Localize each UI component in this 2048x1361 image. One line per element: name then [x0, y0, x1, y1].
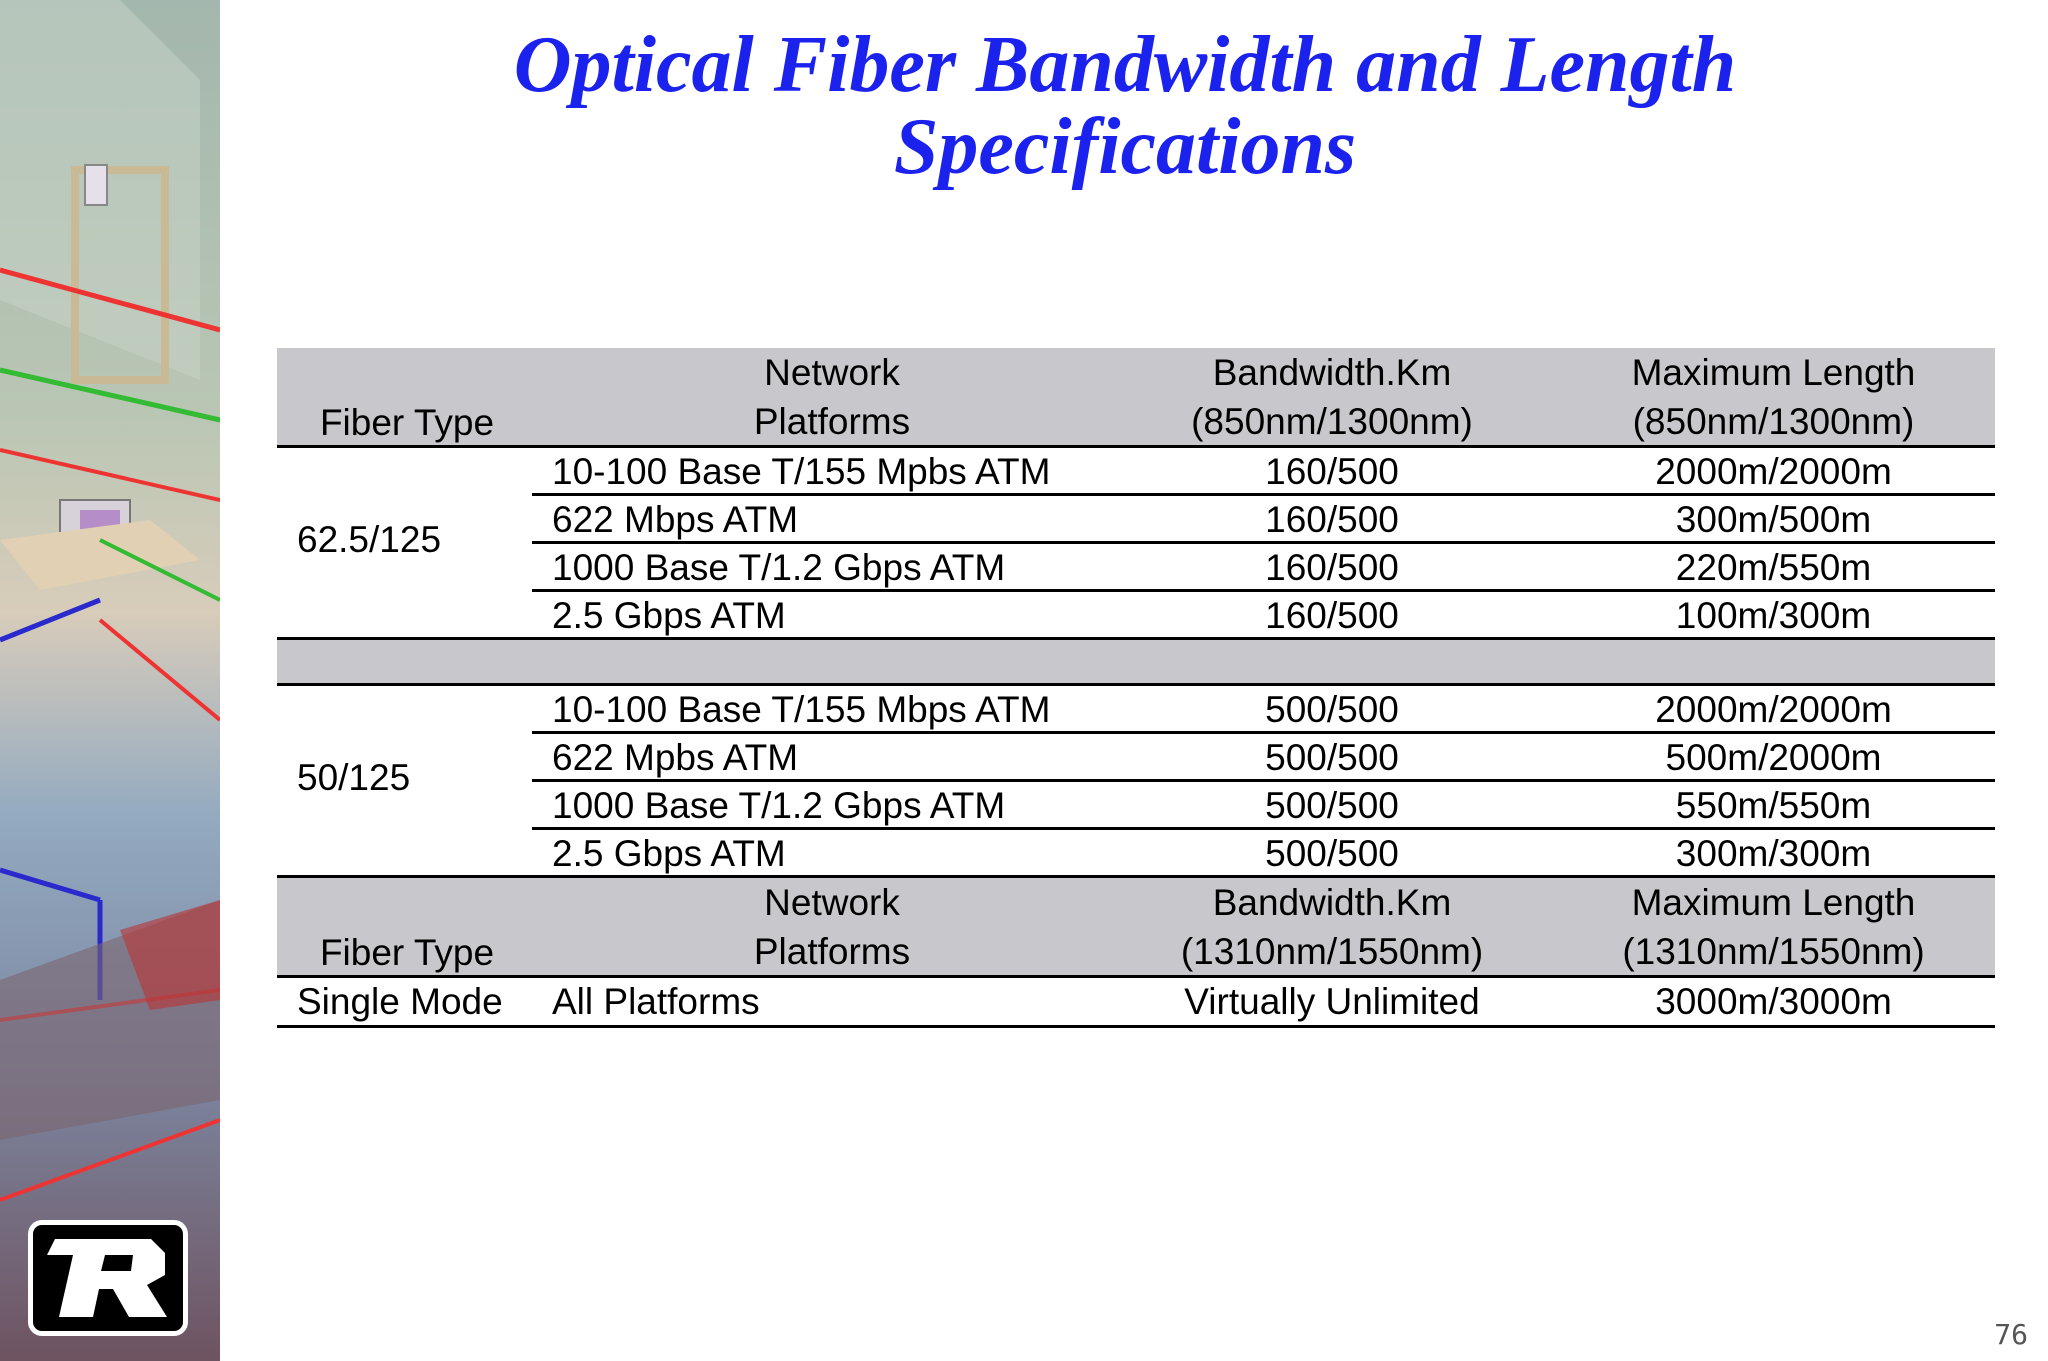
max-length-cell: 3000m/3000m	[1655, 981, 1892, 1022]
platform-cell: 2.5 Gbps ATM	[552, 833, 786, 874]
header-bandwidth	[1112, 348, 1552, 448]
max-length-cell: 300m/500m	[1675, 499, 1872, 540]
platform-cell: 1000 Base T/1.2 Gbps ATM	[552, 547, 1006, 588]
header-network-platforms	[552, 878, 1112, 978]
bandwidth-cell: 160/500	[1265, 547, 1399, 588]
fiber-group-50	[277, 686, 1995, 878]
platform-cell: 10-100 Base T/155 Mpbs ATM	[552, 451, 1051, 492]
table-row	[277, 830, 1995, 878]
platform-cell: 622 Mpbs ATM	[552, 737, 799, 778]
bandwidth-cell: 500/500	[1265, 785, 1399, 826]
header-text: (1310nm/1550nm)	[1622, 931, 1925, 972]
decorative-sidebar-image	[0, 0, 220, 1361]
page-number: 76	[1994, 1318, 2028, 1351]
slide-title	[420, 21, 1830, 191]
bandwidth-cell: 500/500	[1265, 833, 1399, 874]
table-row	[277, 592, 1995, 640]
header-text: Bandwidth.Km	[1212, 882, 1452, 923]
fiber-type-cell: Single Mode	[297, 981, 503, 1022]
office-illustration	[0, 0, 220, 1361]
table-row	[532, 782, 1995, 830]
platform-cell: 622 Mbps ATM	[552, 499, 799, 540]
header-text: (850nm/1300nm)	[1191, 401, 1473, 442]
slide-title-line1: Optical Fiber Bandwidth and Length	[513, 21, 1737, 109]
bandwidth-cell: 500/500	[1265, 689, 1399, 730]
header-text: (1310nm/1550nm)	[1180, 931, 1484, 972]
header-text: Network	[764, 882, 900, 923]
bandwidth-cell: 160/500	[1265, 451, 1399, 492]
bandwidth-cell: 160/500	[1265, 499, 1399, 540]
fiber-type-cell: 62.5/125	[297, 519, 442, 560]
platform-cell: 10-100 Base T/155 Mbps ATM	[552, 689, 1051, 730]
header-text: (850nm/1300nm)	[1632, 401, 1915, 442]
table-row	[532, 496, 1995, 544]
table-row	[532, 544, 1995, 592]
table-row	[532, 448, 1995, 496]
header-text: Maximum Length	[1631, 352, 1916, 393]
header-text: Network	[764, 352, 900, 393]
company-logo	[28, 1220, 188, 1336]
header-max-length	[1552, 348, 1995, 448]
spec-table	[277, 348, 1995, 1028]
table-header-multimode	[277, 348, 1995, 448]
max-length-cell: 100m/300m	[1675, 595, 1872, 636]
max-length-cell: 550m/550m	[1675, 785, 1872, 826]
group-separator	[277, 638, 1995, 686]
platform-cell: 2.5 Gbps ATM	[552, 595, 786, 636]
slide-title-line2: Specifications	[893, 103, 1357, 191]
bandwidth-cell: 500/500	[1265, 737, 1399, 778]
header-network-platforms	[552, 348, 1112, 448]
max-length-cell: 2000m/2000m	[1655, 689, 1892, 730]
table-row	[532, 734, 1995, 782]
platform-cell: All Platforms	[552, 981, 760, 1022]
platform-cell: 1000 Base T/1.2 Gbps ATM	[552, 785, 1006, 826]
bandwidth-cell: 160/500	[1265, 595, 1399, 636]
header-bandwidth	[1112, 878, 1552, 978]
header-text: Platforms	[753, 401, 911, 442]
header-fiber-type: Fiber Type	[319, 932, 495, 973]
table-row-single-mode	[277, 978, 1995, 1028]
max-length-cell: 220m/550m	[1675, 547, 1872, 588]
header-text: Maximum Length	[1631, 882, 1916, 923]
header-text: Platforms	[753, 931, 911, 972]
max-length-cell: 2000m/2000m	[1655, 451, 1892, 492]
table-header-singlemode	[277, 878, 1995, 978]
header-fiber-type: Fiber Type	[319, 402, 495, 443]
fiber-type-cell: 50/125	[297, 757, 411, 798]
header-text: Bandwidth.Km	[1212, 352, 1452, 393]
header-max-length	[1552, 878, 1995, 978]
fiber-group-62-5	[277, 448, 1995, 638]
table-row	[532, 686, 1995, 734]
bandwidth-cell: Virtually Unlimited	[1184, 981, 1480, 1022]
max-length-cell: 300m/300m	[1675, 833, 1872, 874]
max-length-cell: 500m/2000m	[1665, 737, 1882, 778]
